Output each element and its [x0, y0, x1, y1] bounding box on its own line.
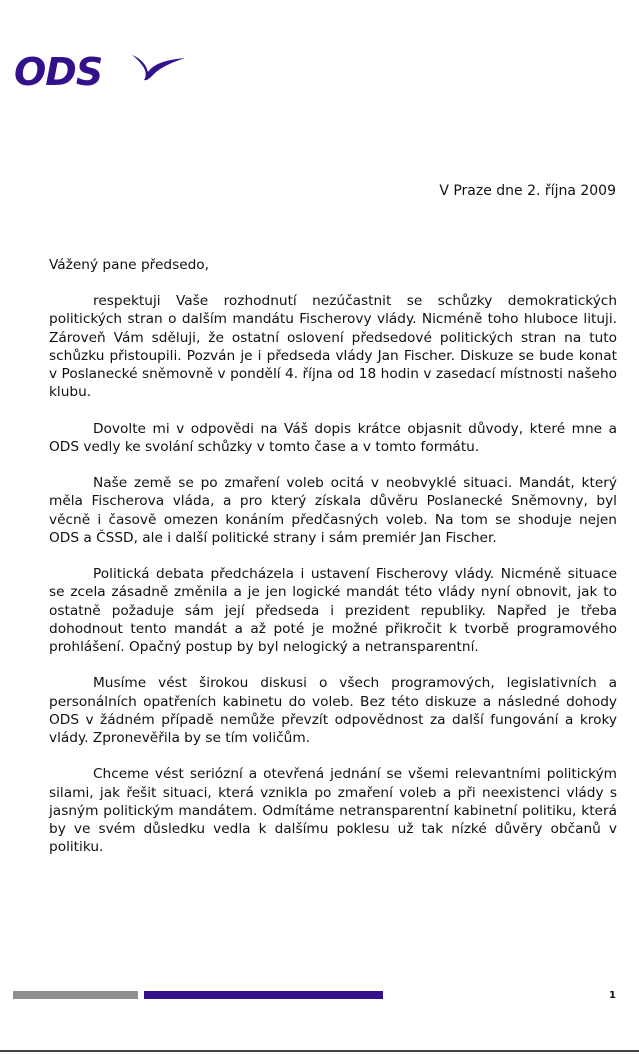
- paragraph: Politická debata předcházela i ustavení Fischerovy vlády. Nicméně situace se zcela zásadně změnila a je jen logické mandát této vlády nyní obnovit, jak to ostatně požaduje sám její předseda i prezident republiky. Napřed je třeba dohodnout tento mandát a až poté je možné přikročit k tvorbě programového prohlášení. Opačný postup by byl nelogický a netransparentní.: [49, 566, 617, 656]
- letter-body: [49, 256, 617, 875]
- date-line: V Praze dne 2. října 2009: [439, 183, 616, 199]
- paragraph: Musíme vést širokou diskusi o všech programových, legislativních a personálních opatřeních kabinetu do voleb. Bez této diskuze a následné dohody ODS v žádném případě nemůže převzít odpovědnost za další fungování a kroky vlády. Zpronevěřila by se tím voličům.: [49, 675, 617, 747]
- salutation: Vážený pane předsedo,: [49, 257, 210, 273]
- page-number: 1: [609, 990, 616, 1001]
- paragraph: respektuji Vaše rozhodnutí nezúčastnit se schůzky demokratických politických stran o dalším mandátu Fischerovy vlády. Nicméně toho hluboce lituji. Zároveň Vám sděluji, že ostatní oslovení předsedové politických stran na tuto schůzku přistoupili. Pozván je i předseda vlády Jan Fischer. Diskuze se bude konat v Poslanecké sněmovně v pondělí 4. října od 18 hodin v zasedací místnosti našeho klubu.: [49, 293, 617, 401]
- ods-logo: [14, 50, 174, 96]
- paragraph: Chceme vést seriózní a otevřená jednání se všemi relevantními politickým silami, jak řešit situaci, která vznikla po zmaření voleb a při neexistenci vlády s jasným politickým mandátem. Odmítáme netransparentní kabinetní politiku, která by ve svém důsledku vedla k dalšímu poklesu už tak nízké důvěry občanů v politiku.: [49, 766, 617, 856]
- footer-gray-bar: [13, 991, 138, 999]
- logo-text: ODS: [14, 50, 103, 94]
- paragraph: Dovolte mi v odpovědi na Váš dopis krátce objasnit důvody, které mne a ODS vedly ke svolání schůzky v tomto čase a v tomto formátu.: [49, 420, 617, 455]
- bird-icon: [130, 52, 188, 82]
- footer-purple-bar: [144, 991, 383, 999]
- page-bottom-rule: [0, 1050, 639, 1052]
- paragraph: Naše země se po zmaření voleb ocitá v neobvyklé situaci. Mandát, který měla Fischerova vláda, a pro který získala důvěru Poslanecké Sněmovny, byl věcně i časově omezen konáním předčasných voleb. Na tom se shoduje nejen ODS a ČSSD, ale i další politické strany i sám premiér Jan Fischer.: [49, 475, 617, 546]
